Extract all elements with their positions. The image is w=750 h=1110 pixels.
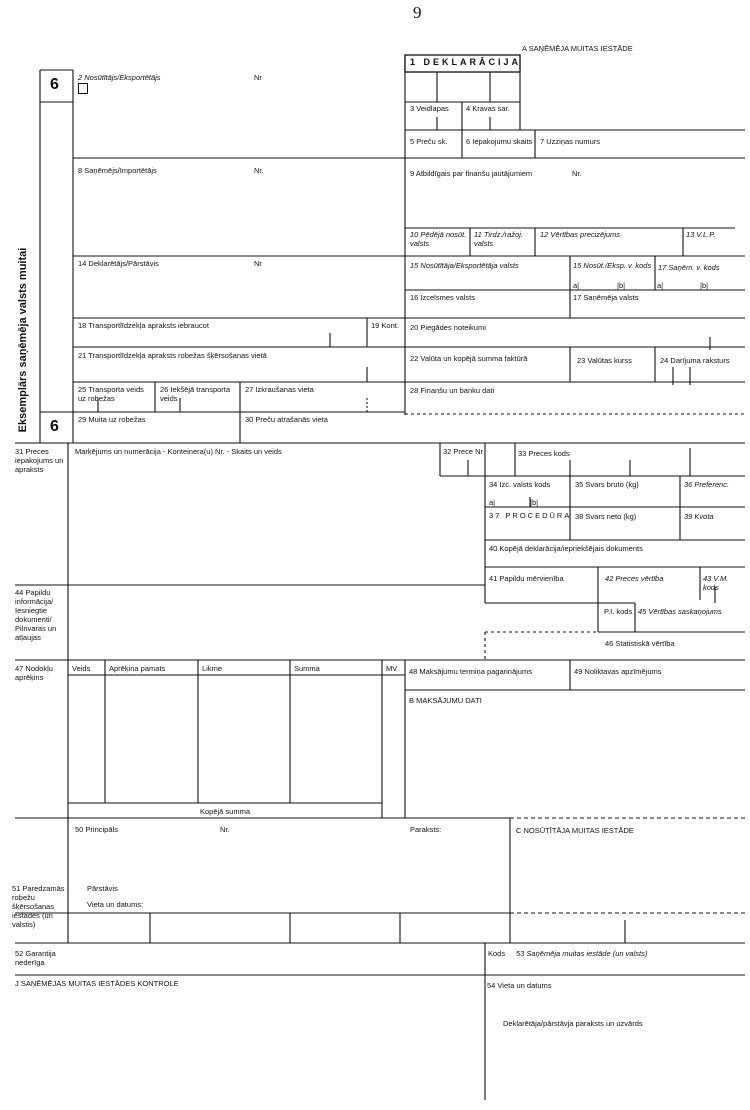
field-13-label: 13 V.L.P. — [686, 230, 716, 239]
field-34-sub-a: a| — [489, 498, 496, 507]
field-10-label: 10 Pēdējā nosūt. valsts — [410, 230, 467, 248]
field-52-kods: Kods — [488, 949, 506, 958]
field-29-label: 29 Muita uz robežas — [78, 415, 146, 424]
field-2-label: 2 Nosūtītājs/Eksportētājs — [78, 73, 161, 82]
field-47-col-type: Veids — [72, 664, 91, 673]
field-24-label: 24 Darījuma raksturs — [660, 356, 730, 365]
field-44-pi-kods: P.I. kods — [604, 607, 633, 616]
field-25-label: 25 Transporta veids uz robežas — [78, 385, 144, 403]
field-30-label: 30 Preču atrašanās vieta — [245, 415, 328, 424]
field-36-label: 36 Preferenc. — [684, 480, 730, 489]
field-26-label: 26 Iekšējā transporta veids — [160, 385, 231, 403]
field-32-label: 32 Prece Nr — [443, 447, 484, 456]
field-15a-sub-a: a| — [573, 281, 580, 290]
field-2-nr: Nr — [254, 73, 262, 82]
field-52-label: 52 Garantija nederīga — [15, 949, 56, 967]
field-8-label: 8 Saņēmējs/Importētājs — [78, 166, 157, 175]
field-b-label: B MAKSĀJUMU DATI — [409, 696, 482, 705]
field-17a-sub-a: a| — [657, 281, 664, 290]
page-number: 9 — [413, 3, 422, 22]
field-14-label: 14 Deklarētājs/Pārstāvis — [78, 259, 159, 268]
field-47-col-mv: MV — [386, 664, 398, 673]
field-a-label: A SAŅĒMĒJA MUITAS IESTĀDE — [522, 44, 633, 53]
field-15a-label: 15 Nosūt./Eksp. v. kods — [573, 261, 652, 270]
field-27-label: 27 Izkraušanas vieta — [245, 385, 314, 394]
field-23-label: 23 Valūtas kurss — [577, 356, 632, 365]
field-46-label: 46 Statistiskā vērtība — [605, 639, 675, 648]
field-31-description: Marķējums un numerācija - Konteinera(u) Nr. - Skaits un veids — [75, 447, 282, 456]
field-39-label: 39 Kvota — [684, 512, 714, 521]
field-22-label: 22 Valūta un kopējā summa faktūrā — [410, 354, 528, 363]
field-54-signature: Deklarētāja/pārstāvja paraksts un uzvārds — [503, 1019, 643, 1028]
field-50-place-date: Vieta un datums: — [87, 900, 144, 909]
field-50-label: 50 Principāls — [75, 825, 118, 834]
field-50-nr: Nr. — [220, 825, 230, 834]
field-51-label: 51 Paredzamās robežu šķērsošanas iestādes (un valstis) — [12, 884, 65, 929]
field-20-label: 20 Piegādes noteikumi — [410, 323, 486, 332]
field-14-nr: Nr — [254, 259, 262, 268]
copy-label: Eksemplārs saņēmēja valsts muitai — [17, 247, 29, 433]
field-17a-label: 17 Saņēm. v. kods — [658, 263, 720, 272]
field-5-label: 5 Preču sk. — [410, 137, 448, 146]
field-j-label: J SAŅĒMĒJAS MUITAS IESTĀDES KONTROLE — [15, 979, 179, 988]
field-34-sub-b: |b| — [530, 498, 539, 507]
field-49-label: 49 Noliktavas apzīmējums — [574, 667, 662, 676]
field-53-label: 53 Saņēmēja muitas iestāde (un valsts) — [516, 949, 648, 958]
field-42-label: 42 Preces vērtība — [605, 574, 664, 583]
field-40-label: 40 Kopējā deklarācija/iepriekšējais dokuments — [489, 544, 643, 553]
copy-number-top: 6 — [50, 76, 59, 93]
field-47-col-base: Aprēķina pamats — [109, 664, 166, 673]
field-18-label: 18 Transportlīdzekļa apraksts iebraucot — [78, 321, 209, 330]
field-50-sign: Paraksts: — [410, 825, 442, 834]
field-54-label: 54 Vieta un datums — [487, 981, 552, 990]
field-34-label: 34 Izc. valsts kods — [489, 480, 551, 489]
field-47-label: 47 Nodokļu aprēķins — [15, 664, 53, 682]
field-7-label: 7 Uzziņas numurs — [540, 137, 601, 146]
field-44-label: 44 Papildu informācija/ Iesniegtie dokumenti/ Pilnvaras un atļaujas — [15, 588, 57, 642]
field-31-label: 31 Preces iepakojums un apraksts — [15, 447, 64, 474]
field-41-label: 41 Papildu mērvienība — [489, 574, 564, 583]
field-47-total: Kopējā summa — [200, 807, 251, 816]
field-9-label: 9 Atbildīgais par finanšu jautājumiem — [410, 169, 533, 178]
field-45-label: 45 Vērtības saskaņojums — [638, 607, 722, 616]
field-47-col-amount: Summa — [294, 664, 320, 673]
field-6-label: 6 Iepakojumu skaits — [466, 137, 533, 146]
field-17a-sub-b: |b| — [700, 281, 709, 290]
field-c-label: C NOSŪTĪTĀJA MUITAS IESTĀDE — [516, 826, 634, 835]
field-3-label: 3 Veidlapas — [410, 104, 449, 113]
field-1-label: 1 DEKLARĀCIJA — [410, 57, 522, 67]
field-33-label: 33 Preces kods — [518, 449, 570, 458]
field-17-label: 17 Saņēmēja valsts — [573, 293, 639, 302]
field-43-label: 43 V.M. kods — [703, 574, 729, 592]
field-37-label: 37 PROCEDŪRA — [489, 511, 572, 520]
field-9-nr: Nr. — [572, 169, 582, 178]
field-28-label: 28 Finanšu un banku dati — [410, 386, 495, 395]
field-2-checkbox[interactable] — [78, 83, 88, 94]
field-21-label: 21 Transportlīdzekļa apraksts robežas šķērsošanas vietā — [78, 351, 267, 360]
field-50-representative: Pārstāvis — [87, 884, 118, 893]
field-4-label: 4 Kravas sar. — [466, 104, 510, 113]
field-16-label: 16 Izcelsmes valsts — [410, 293, 476, 302]
field-47-col-rate: Likme — [202, 664, 223, 673]
field-15a-sub-b: |b| — [617, 281, 626, 290]
field-8-nr: Nr. — [254, 166, 264, 175]
field-11-label: 11 Tirdz./ražoj. valsts — [474, 230, 523, 248]
field-48-label: 48 Maksājumu termiņa pagarinājums — [409, 667, 532, 676]
field-12-label: 12 Vērtības precizējums — [540, 230, 621, 239]
field-38-label: 38 Svars neto (kg) — [575, 512, 637, 521]
copy-number-bottom: 6 — [50, 418, 59, 435]
field-35-label: 35 Svars bruto (kg) — [575, 480, 639, 489]
field-15-label: 15 Nosūtītāja/Eksportētāja valsts — [410, 261, 519, 270]
field-19-label: 19 Kont. — [371, 321, 399, 330]
